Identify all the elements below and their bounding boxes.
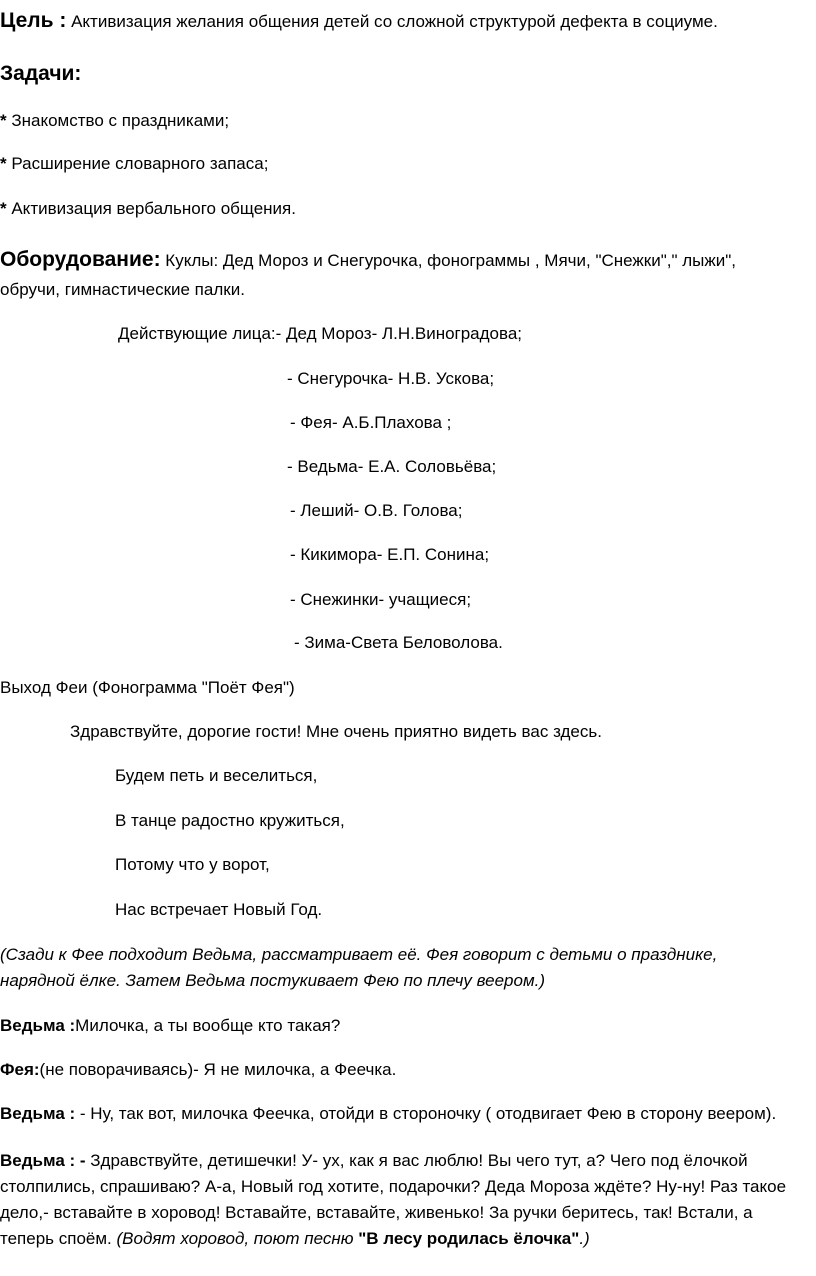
cast-item: - Леший- О.В. Голова; [290, 501, 463, 520]
replica-text: (не поворачиваясь)- Я не милочка, а Феечка. [39, 1060, 397, 1079]
stage-direction-inline: (Водят хоровод, поют песню [116, 1229, 359, 1248]
cast-item: - Снежинки- учащиеся; [290, 590, 472, 609]
task-item [0, 198, 296, 220]
cast-item: - Кикимора- Е.П. Сонина; [290, 545, 490, 564]
equipment-line-2: обручи, гимнастические палки. [0, 280, 245, 299]
cast-item: - Зима-Света Беловолова. [294, 633, 503, 652]
task-text: Расширение словарного запаса; [6, 154, 269, 173]
cast-item: - Снегурочка- Н.В. Ускова; [287, 369, 495, 388]
task-item [0, 153, 268, 175]
cast-item: - Ведьма- Е.А. Соловьёва; [287, 457, 497, 476]
verse-line: Нас встречает Новый Год. [115, 900, 323, 919]
fairy-greeting: Здравствуйте, дорогие гости! Мне очень приятно видеть вас здесь. [70, 722, 602, 741]
speaker: Ведьма : [0, 1104, 80, 1123]
bullet: * [0, 111, 7, 130]
equipment-line-1 [0, 249, 736, 272]
verse-line: Будем петь и веселиться, [115, 766, 318, 785]
stage-direction-end: .) [579, 1229, 590, 1248]
stage-direction-line: нарядной ёлке. Затем Ведьма постукивает Фею по плечу веером.) [0, 971, 545, 990]
replica-line-1 [0, 1150, 748, 1172]
bullet: * [0, 154, 7, 173]
replica-line-2: столпились, спрашиваю? А-а, Новый год хотите, подарочки? Деда Мороза ждёте? Ну-ну! Раз такое [0, 1177, 787, 1196]
tasks-heading: Задачи: [0, 62, 82, 85]
replica-line-4 [0, 1228, 590, 1250]
goal-label: Цель : [0, 9, 67, 32]
equipment-text: Куклы: Дед Мороз и Снегурочка, фонограммы , Мячи, "Снежки"," лыжи", [160, 251, 737, 270]
cast-line: Действующие лица:- Дед Мороз- Л.Н.Виноградова; [118, 324, 523, 343]
task-text: Знакомство с праздниками; [6, 111, 230, 130]
replica-text: теперь споём. [0, 1229, 117, 1248]
bullet: * [0, 199, 7, 218]
dialogue-line [0, 1103, 776, 1125]
replica-line-3: дело,- вставайте в хоровод! Вставайте, вставайте, живенько! За ручки беритесь, так! Встали, а [0, 1203, 753, 1222]
task-item [0, 110, 229, 132]
goal-line [0, 10, 718, 33]
speaker: Ведьма : - [0, 1151, 86, 1170]
song-title: "В лесу родилась ёлочка" [358, 1229, 580, 1248]
dialogue-line [0, 1015, 340, 1037]
equipment-label: Оборудование: [0, 248, 161, 271]
stage-direction-line: (Сзади к Фее подходит Ведьма, рассматривает её. Фея говорит с детьми о празднике, [0, 945, 718, 964]
verse-line: Потому что у ворот, [115, 855, 270, 874]
fairy-entrance: Выход Феи (Фонограмма "Поёт Фея") [0, 678, 295, 697]
speaker: Ведьма : [0, 1016, 76, 1035]
goal-text: Активизация желания общения детей со сложной структурой дефекта в социуме. [66, 12, 718, 31]
verse-line: В танце радостно кружиться, [115, 811, 345, 830]
task-text: Активизация вербального общения. [6, 199, 296, 218]
cast-item: - Фея- А.Б.Плахова ; [290, 413, 452, 432]
replica-text: Здравствуйте, детишечки! У- ух, как я вас люблю! Вы чего тут, а? Чего под ёлочкой [85, 1151, 748, 1170]
dialogue-line [0, 1059, 396, 1081]
speaker: Фея: [0, 1060, 40, 1079]
replica-text: Милочка, а ты вообще кто такая? [75, 1016, 341, 1035]
replica-text: - Ну, так вот, милочка Феечка, отойди в стороночку ( отодвигает Фею в сторону веером). [79, 1104, 777, 1123]
